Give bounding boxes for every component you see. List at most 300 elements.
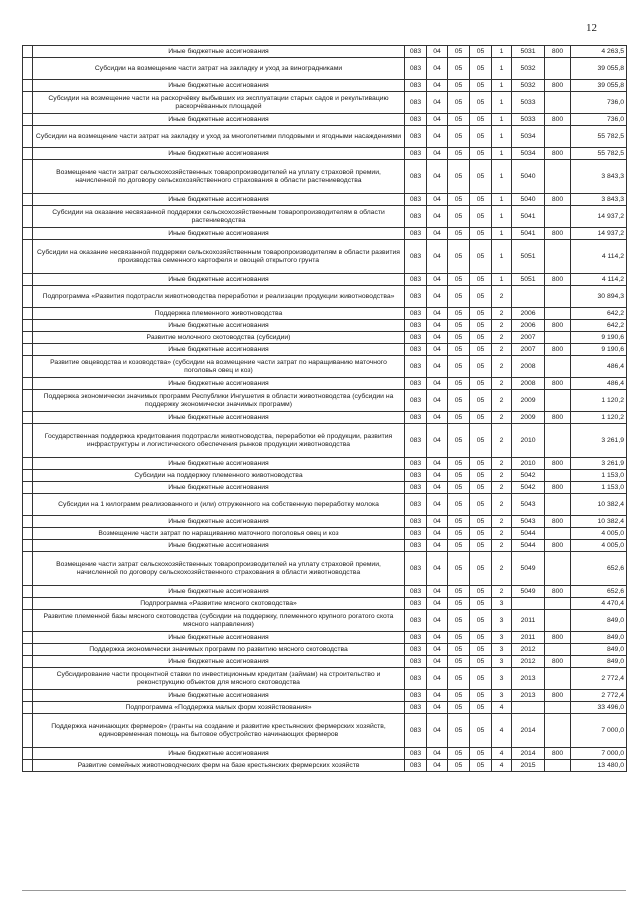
code-cell: 04	[427, 148, 448, 160]
expense-name-cell: Субсидии на возмещение части затрат на закладку и уход за виноградниками	[33, 58, 405, 80]
expense-name-cell: Подпрограмма «Развития подотрасли животноводства переработки и реализации продукции животноводства»	[33, 286, 405, 308]
code-cell: 05	[470, 114, 492, 126]
row-marker-cell	[23, 516, 33, 528]
amount-cell: 652,6	[571, 552, 627, 586]
code-cell: 04	[427, 644, 448, 656]
code-cell	[545, 332, 571, 344]
code-cell: 05	[448, 344, 470, 356]
code-cell: 04	[427, 540, 448, 552]
code-cell: 5033	[512, 92, 545, 114]
table-row	[23, 702, 627, 714]
expense-name-cell: Иные бюджетные ассигнования	[33, 516, 405, 528]
code-cell	[545, 308, 571, 320]
expense-name-cell: Субсидии на оказание несвязанной поддержки сельскохозяйственным товаропроизводителям в области растениеводства	[33, 206, 405, 228]
amount-cell: 642,2	[571, 308, 627, 320]
code-cell	[545, 470, 571, 482]
code-cell: 04	[427, 632, 448, 644]
code-cell: 05	[448, 586, 470, 598]
code-cell: 2	[492, 356, 512, 378]
code-cell: 05	[470, 516, 492, 528]
code-cell: 04	[427, 702, 448, 714]
code-cell: 04	[427, 378, 448, 390]
expense-name-cell: Поддержка племенного животноводства	[33, 308, 405, 320]
code-cell: 04	[427, 344, 448, 356]
code-cell: 4	[492, 702, 512, 714]
code-cell: 1	[492, 160, 512, 194]
code-cell: 083	[405, 160, 427, 194]
code-cell: 800	[545, 228, 571, 240]
code-cell: 083	[405, 228, 427, 240]
code-cell: 1	[492, 206, 512, 228]
row-marker-cell	[23, 528, 33, 540]
row-marker-cell	[23, 482, 33, 494]
amount-cell: 3 261,9	[571, 424, 627, 458]
code-cell: 05	[470, 274, 492, 286]
code-cell: 05	[470, 470, 492, 482]
code-cell: 05	[470, 702, 492, 714]
code-cell: 083	[405, 274, 427, 286]
amount-cell: 3 261,9	[571, 458, 627, 470]
code-cell: 5031	[512, 46, 545, 58]
code-cell: 2	[492, 390, 512, 412]
code-cell	[545, 528, 571, 540]
code-cell: 05	[470, 228, 492, 240]
code-cell: 05	[470, 286, 492, 308]
code-cell: 2	[492, 308, 512, 320]
code-cell	[545, 126, 571, 148]
row-marker-cell	[23, 760, 33, 772]
code-cell: 3	[492, 644, 512, 656]
code-cell: 2009	[512, 390, 545, 412]
expense-name-cell: Возмещение части затрат сельскохозяйственных товаропроизводителей на уплату страховой премии, начисленной по договору сельскохозяйственного страхования в области растениеводства	[33, 160, 405, 194]
table-row	[23, 344, 627, 356]
page-number: 12	[586, 22, 597, 34]
code-cell: 05	[448, 760, 470, 772]
code-cell: 05	[470, 644, 492, 656]
code-cell: 04	[427, 482, 448, 494]
code-cell: 05	[470, 424, 492, 458]
table-row	[23, 240, 627, 274]
expense-name-cell: Субсидии на возмещение части на раскорчёвку выбывших из эксплуатации старых садов и рекультивацию раскорчёванных площадей	[33, 92, 405, 114]
code-cell: 2	[492, 378, 512, 390]
expense-name-cell: Государственная поддержка кредитования подотрасли животноводства, переработки её продукции, развития инфраструктуры и логистического обеспечения рынков продукции животноводства	[33, 424, 405, 458]
table-row	[23, 528, 627, 540]
table-row	[23, 748, 627, 760]
code-cell: 800	[545, 378, 571, 390]
table-row	[23, 424, 627, 458]
row-marker-cell	[23, 308, 33, 320]
code-cell: 5034	[512, 126, 545, 148]
code-cell: 05	[470, 540, 492, 552]
table-row	[23, 458, 627, 470]
amount-cell: 4 114,2	[571, 240, 627, 274]
code-cell: 800	[545, 194, 571, 206]
code-cell: 800	[545, 690, 571, 702]
code-cell: 05	[470, 760, 492, 772]
code-cell: 05	[470, 58, 492, 80]
code-cell: 05	[470, 412, 492, 424]
expense-name-cell: Поддержка экономически значимых программ Республики Ингушетия в области животноводства (субсидии на поддержку экономически значимых программ)	[33, 390, 405, 412]
code-cell	[545, 390, 571, 412]
code-cell: 2006	[512, 320, 545, 332]
code-cell: 5042	[512, 482, 545, 494]
code-cell: 1	[492, 274, 512, 286]
code-cell: 2	[492, 494, 512, 516]
code-cell: 05	[448, 424, 470, 458]
table-row	[23, 92, 627, 114]
code-cell: 05	[448, 668, 470, 690]
code-cell: 05	[448, 516, 470, 528]
expense-name-cell: Субсидии на возмещение части затрат на закладку и уход за многолетними плодовыми и ягодными насаждениями	[33, 126, 405, 148]
code-cell: 800	[545, 46, 571, 58]
code-cell: 800	[545, 148, 571, 160]
code-cell: 083	[405, 516, 427, 528]
expense-name-cell: Субсидии на 1 килограмм реализованного и (или) отгруженного на собственную переработку молока	[33, 494, 405, 516]
expense-name-cell: Поддержка экономически значимых программ по развитию мясного скотоводства	[33, 644, 405, 656]
code-cell: 083	[405, 194, 427, 206]
amount-cell: 10 382,4	[571, 516, 627, 528]
code-cell: 2	[492, 412, 512, 424]
code-cell: 800	[545, 586, 571, 598]
code-cell	[512, 286, 545, 308]
code-cell: 5032	[512, 58, 545, 80]
table-row	[23, 668, 627, 690]
code-cell: 800	[545, 320, 571, 332]
code-cell: 2	[492, 482, 512, 494]
code-cell	[512, 598, 545, 610]
code-cell: 3	[492, 632, 512, 644]
code-cell: 083	[405, 482, 427, 494]
code-cell	[545, 286, 571, 308]
code-cell: 04	[427, 286, 448, 308]
code-cell: 04	[427, 240, 448, 274]
code-cell: 05	[470, 320, 492, 332]
expense-name-cell: Иные бюджетные ассигнования	[33, 540, 405, 552]
code-cell: 5051	[512, 240, 545, 274]
code-cell: 05	[448, 286, 470, 308]
row-marker-cell	[23, 748, 33, 760]
code-cell: 083	[405, 668, 427, 690]
code-cell: 5049	[512, 586, 545, 598]
expense-name-cell: Иные бюджетные ассигнования	[33, 228, 405, 240]
code-cell: 05	[470, 598, 492, 610]
row-marker-cell	[23, 702, 33, 714]
code-cell: 1	[492, 92, 512, 114]
code-cell: 5043	[512, 494, 545, 516]
row-marker-cell	[23, 228, 33, 240]
expense-name-cell: Иные бюджетные ассигнования	[33, 586, 405, 598]
code-cell: 083	[405, 344, 427, 356]
code-cell: 05	[448, 644, 470, 656]
table-row	[23, 644, 627, 656]
amount-cell: 14 937,2	[571, 206, 627, 228]
code-cell: 05	[448, 656, 470, 668]
amount-cell: 7 000,0	[571, 748, 627, 760]
table-row	[23, 160, 627, 194]
code-cell: 04	[427, 598, 448, 610]
code-cell: 5049	[512, 552, 545, 586]
expense-name-cell: Возмещение части затрат по наращиванию маточного поголовья овец и коз	[33, 528, 405, 540]
code-cell: 05	[448, 378, 470, 390]
amount-cell: 39 055,8	[571, 80, 627, 92]
amount-cell: 2 772,4	[571, 690, 627, 702]
code-cell: 083	[405, 206, 427, 228]
code-cell: 04	[427, 586, 448, 598]
code-cell: 04	[427, 690, 448, 702]
row-marker-cell	[23, 470, 33, 482]
table-row	[23, 148, 627, 160]
code-cell: 05	[448, 240, 470, 274]
code-cell: 05	[448, 308, 470, 320]
code-cell: 083	[405, 470, 427, 482]
code-cell: 05	[448, 80, 470, 92]
code-cell: 05	[470, 458, 492, 470]
code-cell: 05	[470, 46, 492, 58]
code-cell: 05	[470, 378, 492, 390]
code-cell: 083	[405, 760, 427, 772]
amount-cell: 13 480,0	[571, 760, 627, 772]
code-cell: 2007	[512, 344, 545, 356]
code-cell: 083	[405, 644, 427, 656]
code-cell: 05	[448, 160, 470, 194]
code-cell: 800	[545, 344, 571, 356]
code-cell: 800	[545, 482, 571, 494]
code-cell: 2	[492, 344, 512, 356]
code-cell: 05	[448, 148, 470, 160]
table-row	[23, 632, 627, 644]
code-cell: 800	[545, 540, 571, 552]
code-cell: 5041	[512, 228, 545, 240]
code-cell: 083	[405, 308, 427, 320]
code-cell: 2	[492, 286, 512, 308]
code-cell: 05	[448, 114, 470, 126]
code-cell: 5051	[512, 274, 545, 286]
code-cell: 1	[492, 148, 512, 160]
code-cell: 04	[427, 356, 448, 378]
code-cell: 2	[492, 458, 512, 470]
code-cell: 083	[405, 586, 427, 598]
code-cell: 05	[448, 714, 470, 748]
amount-cell: 10 382,4	[571, 494, 627, 516]
code-cell: 05	[470, 748, 492, 760]
code-cell	[545, 552, 571, 586]
code-cell: 083	[405, 114, 427, 126]
code-cell: 05	[448, 748, 470, 760]
amount-cell: 14 937,2	[571, 228, 627, 240]
code-cell: 083	[405, 46, 427, 58]
code-cell: 083	[405, 286, 427, 308]
expense-name-cell: Иные бюджетные ассигнования	[33, 458, 405, 470]
row-marker-cell	[23, 552, 33, 586]
code-cell: 04	[427, 160, 448, 194]
code-cell: 2007	[512, 332, 545, 344]
code-cell: 05	[470, 160, 492, 194]
amount-cell: 652,6	[571, 586, 627, 598]
amount-cell: 55 782,5	[571, 126, 627, 148]
code-cell: 05	[470, 126, 492, 148]
code-cell: 04	[427, 126, 448, 148]
table-row	[23, 482, 627, 494]
amount-cell: 736,0	[571, 114, 627, 126]
code-cell: 05	[470, 206, 492, 228]
code-cell	[545, 240, 571, 274]
table-row	[23, 760, 627, 772]
row-marker-cell	[23, 240, 33, 274]
expense-name-cell: Иные бюджетные ассигнования	[33, 412, 405, 424]
expense-name-cell: Иные бюджетные ассигнования	[33, 344, 405, 356]
code-cell: 083	[405, 598, 427, 610]
code-cell: 083	[405, 494, 427, 516]
code-cell: 083	[405, 714, 427, 748]
budget-table-body	[23, 46, 627, 772]
code-cell: 2009	[512, 412, 545, 424]
code-cell: 800	[545, 458, 571, 470]
code-cell: 05	[448, 320, 470, 332]
code-cell: 1	[492, 228, 512, 240]
table-row	[23, 308, 627, 320]
row-marker-cell	[23, 412, 33, 424]
table-row	[23, 320, 627, 332]
table-row	[23, 516, 627, 528]
expense-name-cell: Субсидии на оказание несвязанной поддержки сельскохозяйственным товаропроизводителям в области развития производства семенного картофеля и овощей открытого грунта	[33, 240, 405, 274]
code-cell: 05	[470, 240, 492, 274]
amount-cell: 849,0	[571, 644, 627, 656]
code-cell: 2013	[512, 668, 545, 690]
expense-name-cell: Иные бюджетные ассигнования	[33, 46, 405, 58]
code-cell: 1	[492, 114, 512, 126]
table-row	[23, 114, 627, 126]
code-cell: 2	[492, 528, 512, 540]
code-cell: 083	[405, 690, 427, 702]
table-row	[23, 356, 627, 378]
code-cell: 2011	[512, 610, 545, 632]
bottom-rule	[22, 890, 626, 891]
code-cell	[545, 644, 571, 656]
code-cell: 800	[545, 80, 571, 92]
code-cell: 04	[427, 760, 448, 772]
code-cell: 2012	[512, 656, 545, 668]
code-cell: 2	[492, 586, 512, 598]
code-cell: 800	[545, 274, 571, 286]
code-cell: 2	[492, 332, 512, 344]
code-cell: 04	[427, 308, 448, 320]
code-cell: 04	[427, 714, 448, 748]
row-marker-cell	[23, 632, 33, 644]
code-cell: 5041	[512, 206, 545, 228]
code-cell: 04	[427, 390, 448, 412]
code-cell: 05	[448, 494, 470, 516]
code-cell	[545, 58, 571, 80]
amount-cell: 9 190,6	[571, 332, 627, 344]
expense-name-cell: Иные бюджетные ассигнования	[33, 114, 405, 126]
amount-cell: 4 005,0	[571, 540, 627, 552]
code-cell: 5032	[512, 80, 545, 92]
code-cell: 04	[427, 458, 448, 470]
row-marker-cell	[23, 644, 33, 656]
amount-cell: 55 782,5	[571, 148, 627, 160]
code-cell: 05	[448, 412, 470, 424]
code-cell: 04	[427, 412, 448, 424]
code-cell: 2	[492, 470, 512, 482]
table-row	[23, 80, 627, 92]
budget-table	[22, 45, 627, 772]
table-row	[23, 378, 627, 390]
code-cell	[545, 356, 571, 378]
row-marker-cell	[23, 458, 33, 470]
code-cell: 05	[448, 274, 470, 286]
code-cell: 05	[448, 702, 470, 714]
expense-name-cell: Субсидии на поддержку племенного животноводства	[33, 470, 405, 482]
code-cell: 05	[448, 458, 470, 470]
code-cell: 083	[405, 610, 427, 632]
expense-name-cell: Иные бюджетные ассигнования	[33, 690, 405, 702]
code-cell: 05	[470, 690, 492, 702]
code-cell: 083	[405, 378, 427, 390]
code-cell: 05	[448, 46, 470, 58]
code-cell: 2010	[512, 424, 545, 458]
row-marker-cell	[23, 586, 33, 598]
code-cell: 05	[470, 148, 492, 160]
code-cell: 05	[448, 126, 470, 148]
row-marker-cell	[23, 540, 33, 552]
code-cell: 5043	[512, 516, 545, 528]
code-cell: 3	[492, 656, 512, 668]
amount-cell: 4 470,4	[571, 598, 627, 610]
code-cell: 05	[448, 194, 470, 206]
code-cell: 04	[427, 80, 448, 92]
code-cell: 4	[492, 714, 512, 748]
row-marker-cell	[23, 494, 33, 516]
code-cell: 05	[448, 482, 470, 494]
code-cell: 04	[427, 516, 448, 528]
code-cell: 083	[405, 424, 427, 458]
code-cell: 04	[427, 206, 448, 228]
expense-name-cell: Развитие семейных животноводческих ферм на базе крестьянских фермерских хозяйств	[33, 760, 405, 772]
code-cell: 083	[405, 148, 427, 160]
code-cell: 2	[492, 552, 512, 586]
row-marker-cell	[23, 610, 33, 632]
code-cell: 2006	[512, 308, 545, 320]
table-row	[23, 228, 627, 240]
code-cell: 083	[405, 320, 427, 332]
code-cell: 2010	[512, 458, 545, 470]
code-cell: 083	[405, 390, 427, 412]
row-marker-cell	[23, 344, 33, 356]
code-cell	[545, 668, 571, 690]
row-marker-cell	[23, 378, 33, 390]
code-cell: 083	[405, 92, 427, 114]
code-cell: 05	[448, 528, 470, 540]
expense-name-cell: Развитие молочного скотоводства (субсидии)	[33, 332, 405, 344]
code-cell: 04	[427, 528, 448, 540]
code-cell: 2008	[512, 356, 545, 378]
code-cell	[545, 760, 571, 772]
code-cell: 05	[448, 228, 470, 240]
row-marker-cell	[23, 598, 33, 610]
code-cell: 05	[448, 58, 470, 80]
code-cell: 4	[492, 760, 512, 772]
table-row	[23, 412, 627, 424]
code-cell: 05	[470, 482, 492, 494]
code-cell: 083	[405, 332, 427, 344]
code-cell: 083	[405, 540, 427, 552]
row-marker-cell	[23, 656, 33, 668]
expense-name-cell: Поддержка начинающих фермеров» (гранты на создание и развитие крестьянских фермерских хозяйств, единовременная помощь на бытовое обустройство начинающих фермеров	[33, 714, 405, 748]
expense-name-cell: Иные бюджетные ассигнования	[33, 632, 405, 644]
code-cell: 05	[470, 356, 492, 378]
code-cell: 5040	[512, 160, 545, 194]
code-cell: 05	[448, 598, 470, 610]
